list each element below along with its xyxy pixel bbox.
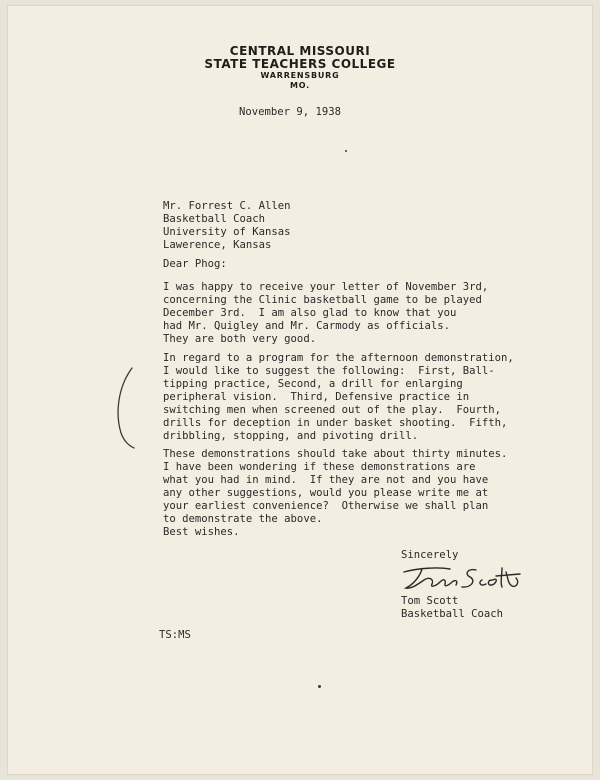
letterhead-line-1: CENTRAL MISSOURI [229,44,371,58]
sign-off: Sincerely [401,549,459,561]
paragraph-line: to demonstrate the above. [163,513,323,525]
paragraph-line: had Mr. Quigley and Mr. Carmody as officials. [163,320,451,332]
paragraph-line: December 3rd. I am also glad to know that you [163,307,457,319]
letterhead-line-3: WARRENSBURG [260,71,340,80]
body-paragraph-2 [163,352,514,443]
paragraph-line: In regard to a program for the afternoon demonstration, [163,352,514,364]
paragraph-line: peripheral vision. Third, Defensive practice in [163,391,470,403]
closing: Best wishes. [163,526,240,538]
paragraph-line: I have been wondering if these demonstrations are [163,461,476,473]
paragraph-line: dribbling, stopping, and pivoting drill. [163,430,419,442]
letterhead-line-2: STATE TEACHERS COLLEGE [204,57,396,71]
recipient-title: Basketball Coach [163,213,266,225]
margin-pencil-bracket [112,365,137,450]
reference-initials: TS:MS [159,629,191,641]
letter-date: November 9, 1938 [239,106,342,118]
paragraph-line: concerning the Clinic basketball game to be played [163,294,482,306]
paragraph-line: switching men when screened out of the play. Fourth, [163,404,502,416]
paragraph-line: what you had in mind. If they are not and you have [163,474,489,486]
paragraph-line: any other suggestions, would you please write me at [163,487,489,499]
sender-name: Tom Scott [401,595,459,607]
paragraph-line: tipping practice, Second, a drill for enlarging [163,378,463,390]
paragraph-line: I was happy to receive your letter of November 3rd, [163,281,489,293]
sender-title: Basketball Coach [401,608,504,620]
paragraph-line: drills for deception in under basket shooting. Fifth, [163,417,508,429]
body-paragraph-3 [163,448,507,526]
paragraph-line: I would like to suggest the following: First, Ball- [163,365,495,377]
recipient-institution: University of Kansas [163,226,291,238]
recipient-city: Lawerence, Kansas [163,239,272,251]
ink-speck [345,150,347,152]
letterhead-line-4: MO. [289,81,311,90]
paragraph-line: These demonstrations should take about thirty minutes. [163,448,508,460]
paragraph-line: They are both very good. [163,333,317,345]
body-paragraph-1 [163,281,488,346]
recipient-name: Mr. Forrest C. Allen [163,200,291,212]
salutation: Dear Phog: [163,258,227,270]
recipient-address [163,200,291,252]
handwritten-signature [398,562,533,592]
ink-speck [318,685,321,688]
paragraph-line: your earliest convenience? Otherwise we shall plan [163,500,489,512]
